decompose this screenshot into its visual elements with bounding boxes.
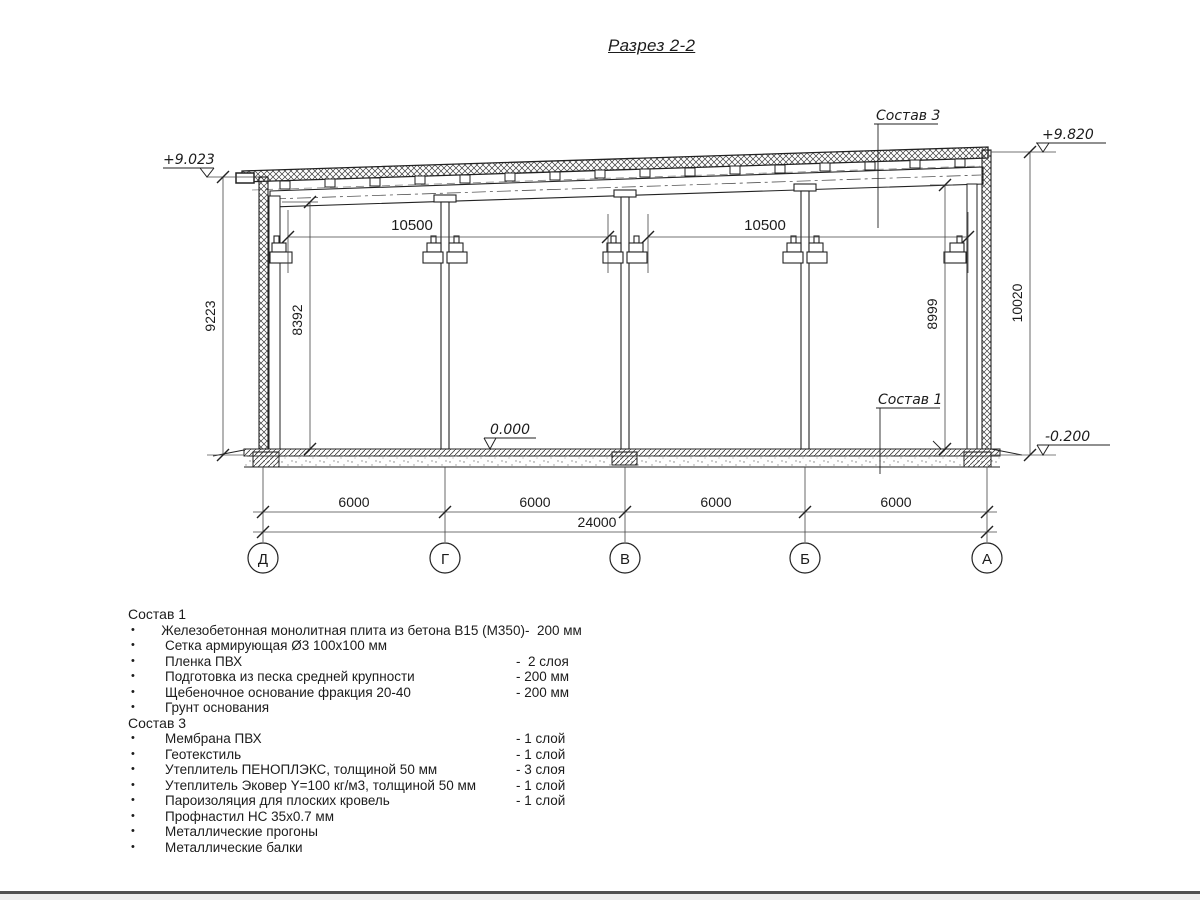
bullet-icon: • (131, 794, 135, 806)
bullet-icon: • (131, 825, 135, 837)
dim-right-inner-value: 8999 (924, 298, 940, 330)
bullet-icon: • (131, 701, 135, 713)
window-bottom-edge (0, 891, 1200, 900)
list-item (128, 669, 598, 685)
list-item (128, 778, 598, 794)
dim-total-value: 24000 (577, 514, 617, 530)
bullet-icon: • (131, 623, 135, 636)
material-name: Утеплитель ПЕНОПЛЭКС, толщиной 50 мм (165, 762, 438, 777)
dim-left-outer-value: 9223 (202, 300, 218, 332)
elevation-left-top: +9.023 (163, 152, 215, 168)
list-item (128, 623, 598, 639)
material-name: Железобетонная монолитная плита из бетона В15 (М350) (161, 622, 525, 638)
elevation-floor: 0.000 (490, 422, 531, 438)
dim-bottom-1: 6000 (519, 494, 551, 510)
material-name: Профнастил НС 35x0.7 мм (165, 808, 334, 824)
list-item (128, 793, 598, 809)
dim-right-vertical (930, 152, 1056, 455)
dim-span-left-value: 10500 (391, 217, 433, 234)
dim-bottom-0: 6000 (338, 494, 370, 510)
bullet-icon: • (131, 809, 135, 822)
right-wall (967, 150, 991, 449)
axis-bubbles (248, 543, 1002, 573)
material-name: Металлические балки (165, 839, 303, 855)
material-name: Подготовка из песка средней крупности (165, 669, 415, 684)
material-name: Металлические прогоны (165, 824, 318, 839)
bullet-icon: • (131, 747, 135, 760)
heading-text: Состав 3 (128, 714, 187, 731)
list-item (128, 654, 598, 670)
list-item (128, 731, 598, 747)
material-value: - 3 слоя (516, 762, 566, 777)
elevation-ground: -0.200 (1045, 429, 1091, 445)
bullet-icon: • (131, 732, 135, 744)
material-value: - 1 слой (516, 793, 566, 808)
bullet-icon: • (131, 840, 135, 853)
list-item (128, 824, 598, 840)
list-item (128, 809, 598, 825)
bullet-icon: • (131, 685, 135, 698)
material-value: - 200 мм (516, 684, 570, 700)
material-name: Геотекстиль (165, 746, 242, 762)
list-item (128, 762, 598, 778)
material-value: - 1 слой (516, 731, 566, 746)
material-value: - 1 слой (516, 746, 566, 762)
material-name: Мембрана ПВХ (165, 731, 262, 746)
dim-span-right-value: 10500 (744, 217, 786, 234)
label-sostav3: Состав 3 (876, 108, 941, 124)
bullet-icon: • (131, 670, 135, 682)
list-item (128, 685, 598, 701)
list-item (128, 840, 598, 856)
material-name: Сетка армирующая Ø3 100x100 мм (165, 638, 388, 653)
bullet-icon: • (131, 778, 135, 791)
axis-label-1: Г (440, 551, 450, 568)
composition1-heading (128, 607, 598, 623)
composition3-heading (128, 716, 598, 732)
label-sostav1: Состав 1 (878, 392, 943, 408)
list-item (128, 747, 598, 763)
material-name: Щебеночное основание фракция 20-40 (165, 684, 411, 700)
axis-label-3: Б (800, 551, 810, 568)
material-name: Грунт основания (165, 700, 270, 715)
left-wall (259, 177, 280, 449)
list-item (128, 700, 598, 716)
floor-slab (207, 449, 1056, 467)
bullet-icon: • (131, 763, 135, 775)
material-name: Утеплитель Эковер Y=100 кг/м3, толщиной 50 мм (165, 777, 477, 793)
material-value: - 200 мм (516, 669, 570, 684)
material-value: - 200 мм (524, 622, 582, 638)
axis-label-4: А (981, 551, 993, 568)
dim-left-inner-value: 8392 (289, 304, 305, 336)
drawing-title: Разрез 2-2 (608, 36, 696, 55)
dim-bottom-3: 6000 (880, 494, 912, 510)
list-item (128, 638, 598, 654)
composition-lists (128, 607, 598, 855)
crane-brackets (270, 236, 966, 263)
elevation-right-top: +9.820 (1042, 127, 1094, 143)
material-name: Пленка ПВХ (165, 653, 243, 669)
heading-text: Состав 1 (128, 606, 187, 622)
material-value: - 2 слоя (516, 653, 569, 669)
axis-label-0: Д (257, 551, 269, 568)
axis-label-2: В (619, 551, 631, 568)
bullet-icon: • (131, 654, 135, 667)
material-value: - 1 слой (516, 777, 566, 793)
dim-right-outer-value: 10020 (1009, 283, 1025, 323)
bullet-icon: • (131, 639, 135, 651)
dim-bottom-2: 6000 (700, 494, 732, 510)
material-name: Пароизоляция для плоских кровель (165, 793, 390, 808)
